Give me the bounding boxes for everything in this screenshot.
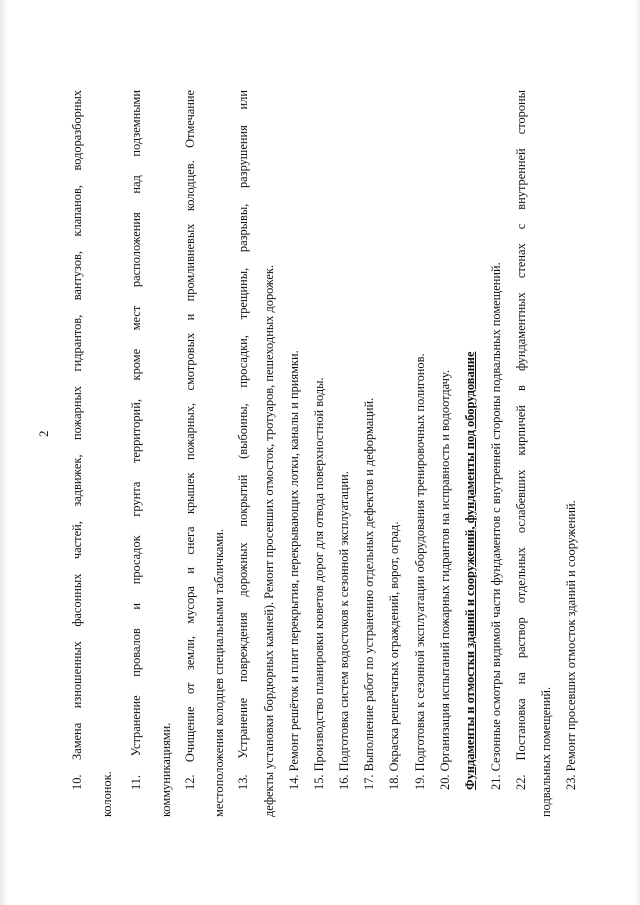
list-item-21: 21. Сезонные осмотры видимой части фундаментов с внутренней стороны подвальных помещений. (489, 262, 503, 790)
list-item-15: 15. Производство планировки кюветов дорог для отвода поверхностной воды. (312, 377, 326, 790)
list-item-10-cont: колонок. (100, 771, 114, 817)
page-number: 2 (36, 430, 51, 437)
list-item-22: 22. Постановка на раствор отдельных ослабевших кирпичей в фундаментных стенах с внутренней стороны (514, 90, 528, 790)
list-item-17: 17. Выполнение работ по устранению отдельных дефектов и деформаций. (362, 397, 376, 790)
list-item-23: 23. Ремонт просевших отмосток зданий и сооружений. (564, 500, 578, 790)
list-item-10: 10. Замена изношенных фасонных частей, задвижек, пожарных гидрантов, вантузов, клапанов, водоразборных (70, 90, 84, 790)
list-item-11-cont: коммуникациями. (159, 722, 173, 817)
list-item-19: 19. Подготовка к сезонной эксплуатации оборудования тренировочных полигонов. (413, 353, 427, 790)
list-item-18: 18. Окраска решетчатых ограждений, ворот, оград. (387, 521, 401, 790)
list-item-16: 16. Подготовка систем водостоков к сезонной эксплуатации. (337, 471, 351, 790)
list-item-14: 14. Ремонт решёток и плит перекрытия, перекрывающих лотки, каналы и приямки. (287, 350, 301, 790)
section-heading: Фундаменты и отмостки зданий и сооружений, фундаменты под оборудование (463, 351, 477, 790)
list-item-20: 20. Организация испытаний пожарных гидрантов на исправность и водоотдачу. (438, 370, 452, 790)
list-item-13-cont: дефекты установки бордюрных камней). Ремонт просевших отмосток, тротуаров, пешеходных дорожек. (262, 264, 276, 817)
list-item-12: 12. Очищение от земли, мусора и снега крышек пожарных, смотровых и промливневых колодцев. Отмечание (183, 90, 197, 790)
list-item-11: 11. Устранение провалов и просадок грунта территорий, кроме мест расположения над подземными (129, 90, 143, 790)
list-item-13: 13. Устранение повреждения дорожных покрытий (выбоины, просадки, трещины, разрывы, разрушения или (236, 90, 250, 790)
list-item-22-cont: подвальных помещений. (539, 686, 553, 817)
list-item-12-cont: местоположения колодцев специальными табличками. (212, 529, 226, 817)
